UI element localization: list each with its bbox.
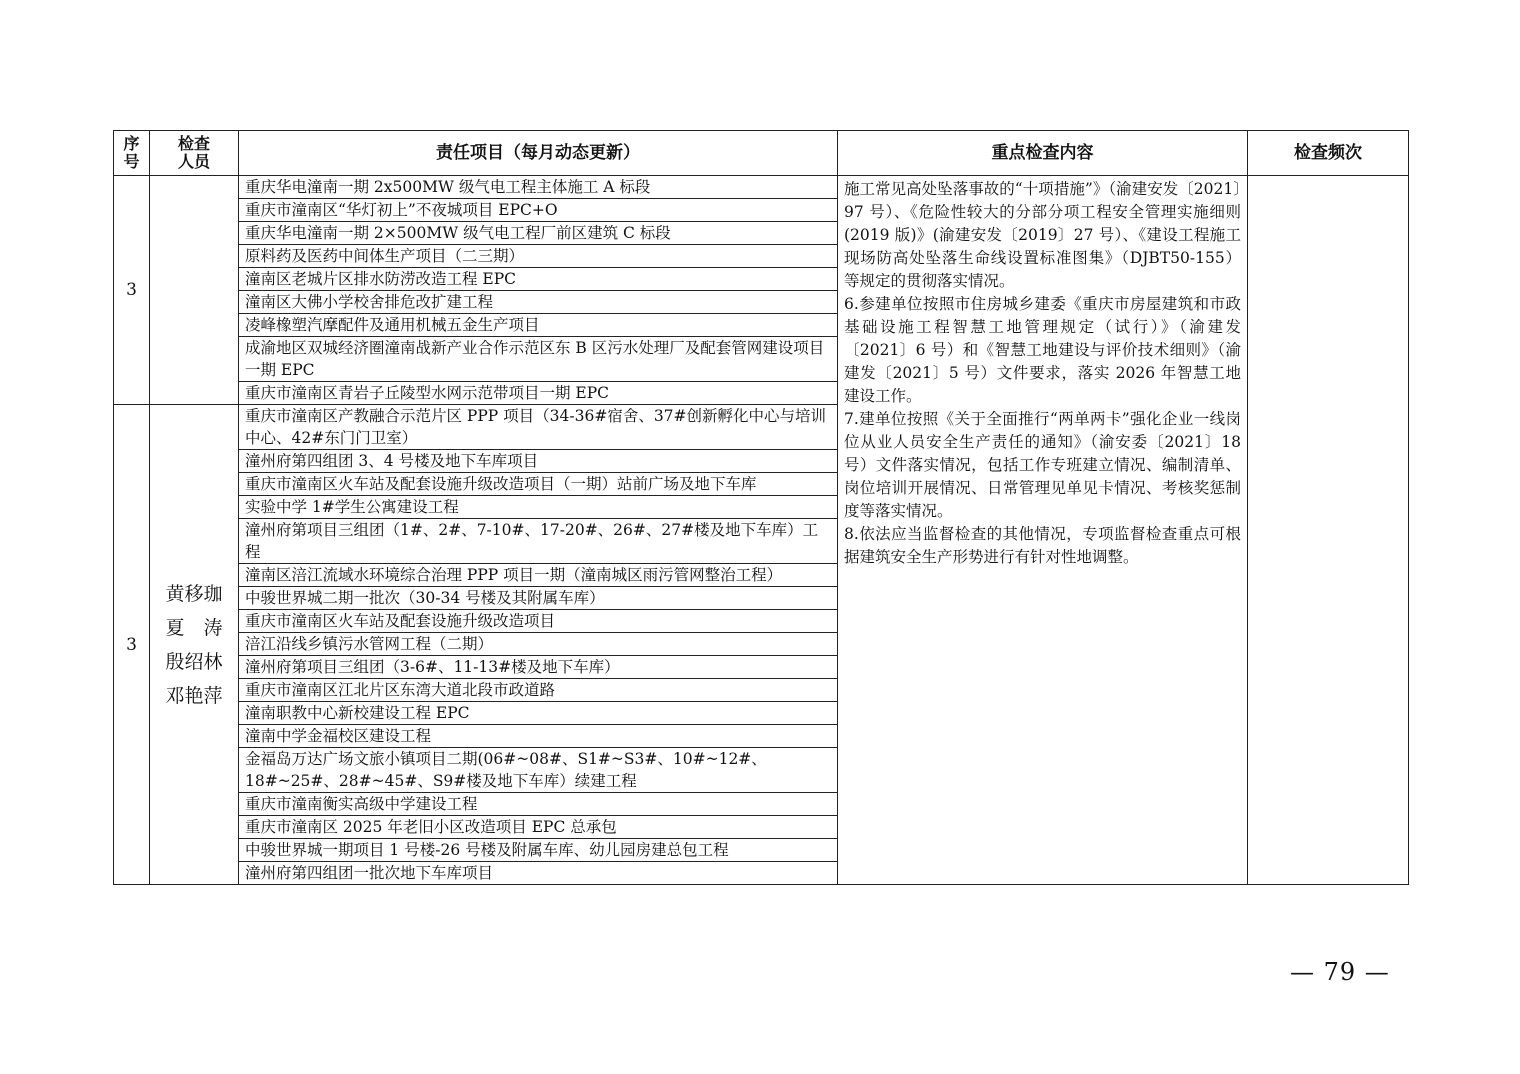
project-item: 重庆市潼南区青岩子丘陵型水网示范带项目一期 EPC (245, 384, 610, 402)
project-item: 潼州府第四组团 3、4 号楼及地下车库项目 (245, 452, 539, 470)
project-item: 潼南中学金福校区建设工程 (245, 727, 432, 745)
project-cell (239, 405, 838, 450)
project-item: 潼州府第四组团一批次地下车库项目 (245, 864, 494, 882)
project-item: 成渝地区双城经济圈潼南战新产业合作示范区东 B 区污水处理厂及配套管网建设项目一期 EPC (245, 339, 825, 379)
project-cell (239, 587, 838, 610)
project-cell (239, 679, 838, 702)
content-paragraph: 施工常见高处坠落事故的“十项措施”》（渝建安发〔2021〕97 号）、《危险性较大的分部分项工程安全管理实施细则(2019 版)》(渝建安发〔2019〕27 号）、《建设工程施工现场防高处坠落生命线设置标准图集》（DJBT50-155）等规定的贯彻落实情况。 (844, 180, 1241, 290)
project-item: 重庆市潼南区 2025 年老旧小区改造项目 EPC 总承包 (245, 818, 617, 836)
project-cell (239, 199, 838, 222)
project-item: 潼南职教中心新校建设工程 EPC (245, 704, 470, 722)
project-cell (239, 450, 838, 473)
table-body (114, 176, 1409, 885)
header-no: 序 号 (114, 131, 150, 176)
project-cell (239, 473, 838, 496)
project-cell (239, 314, 838, 337)
project-item: 中骏世界城二期一批次（30-34 号楼及其附属车库） (245, 589, 605, 607)
inspector-name: 殷绍林 (165, 650, 223, 673)
project-cell (239, 382, 838, 405)
inspector-name: 邓艳萍 (165, 684, 223, 707)
header-content: 重点检查内容 (838, 131, 1248, 176)
project-item: 金福岛万达广场文旅小镇项目二期(06#~08#、S1#~S3#、10#~12#、18#~25#、28#~45#、S9#楼及地下车库）续建工程 (245, 750, 767, 790)
project-item: 潼州府第项目三组团（3-6#、11-13#楼及地下车库） (245, 658, 620, 676)
project-item: 原料药及医药中间体生产项目（二三期） (245, 247, 525, 265)
header-people: 检查 人员 (150, 131, 239, 176)
project-item: 凌峰橡塑汽摩配件及通用机械五金生产项目 (245, 316, 540, 334)
header-project: 责任项目（每月动态更新） (239, 131, 838, 176)
project-cell (239, 268, 838, 291)
content-cell (838, 176, 1248, 885)
project-cell (239, 222, 838, 245)
header-row (114, 131, 1409, 176)
project-cell (239, 564, 838, 587)
project-item: 潼南区老城片区排水防涝改造工程 EPC (245, 270, 517, 288)
content-paragraph: 8.依法应当监督检查的其他情况，专项监督检查重点可根据建筑安全生产形势进行有针对性地调整。 (844, 525, 1241, 566)
project-cell (239, 496, 838, 519)
project-item: 重庆市潼南区江北片区东湾大道北段市政道路 (245, 681, 556, 699)
content-paragraph: 7.建单位按照《关于全面推行“两单两卡”强化企业一线岗位从业人员安全生产责任的通知》（渝安委〔2021〕18 号）文件落实情况，包括工作专班建立情况、编制清单、岗位培训开展情况、日常管理见单见卡情况、考核奖惩制度等落实情况。 (844, 410, 1241, 520)
project-item: 潼州府第项目三组团（1#、2#、7-10#、17-20#、26#、27#楼及地下车库）工程 (245, 521, 819, 561)
project-item: 潼南区涪江流域水环境综合治理 PPP 项目一期（潼南城区雨污管网整治工程） (245, 566, 783, 584)
inspector-name: 黄移珈 (165, 582, 223, 605)
project-cell (239, 839, 838, 862)
project-item: 中骏世界城一期项目 1 号楼-26 号楼及附属车库、幼儿园房建总包工程 (245, 841, 729, 859)
project-cell (239, 793, 838, 816)
project-cell (239, 816, 838, 839)
project-item: 实验中学 1#学生公寓建设工程 (245, 498, 459, 516)
row-no: 3 (114, 176, 150, 405)
project-item: 重庆市潼南区火车站及配套设施升级改造项目 (245, 612, 556, 630)
page-number: — 79 — (1290, 958, 1390, 986)
project-cell (239, 519, 838, 564)
inspector-names (150, 405, 239, 885)
project-item: 重庆市潼南衡实高级中学建设工程 (245, 795, 478, 813)
project-cell (239, 610, 838, 633)
project-item: 重庆市潼南区产教融合示范片区 PPP 项目（34-36#宿舍、37#创新孵化中心与培训中心、42#东门门卫室） (245, 407, 827, 447)
project-cell (239, 176, 838, 199)
project-cell (239, 291, 838, 314)
freq-cell (1248, 176, 1409, 885)
inspection-table (113, 130, 1409, 885)
project-item: 重庆市潼南区“华灯初上”不夜城项目 EPC+O (245, 201, 558, 219)
project-cell (239, 748, 838, 793)
project-item: 潼南区大佛小学校舍排危改扩建工程 (245, 293, 494, 311)
project-item: 重庆市潼南区火车站及配套设施升级改造项目（一期）站前广场及地下车库 (245, 475, 757, 493)
inspector-name: 夏 涛 (165, 616, 223, 639)
project-cell (239, 245, 838, 268)
header-freq: 检查频次 (1248, 131, 1409, 176)
project-cell (239, 337, 838, 382)
row-people-empty (150, 176, 239, 405)
project-item: 重庆华电潼南一期 2x500MW 级气电工程主体施工 A 标段 (245, 178, 651, 196)
project-item: 涪江沿线乡镇污水管网工程（二期） (245, 635, 494, 653)
project-cell (239, 702, 838, 725)
table-row (114, 176, 1409, 199)
project-cell (239, 862, 838, 885)
project-item: 重庆华电潼南一期 2×500MW 级气电工程厂前区建筑 C 标段 (245, 224, 671, 242)
project-cell (239, 656, 838, 679)
row-no: 3 (114, 405, 150, 885)
project-cell (239, 633, 838, 656)
project-cell (239, 725, 838, 748)
content-paragraph: 6.参建单位按照市住房城乡建委《重庆市房屋建筑和市政基础设施工程智慧工地管理规定（试行）》（渝建发〔2021〕6 号）和《智慧工地建设与评价技术细则》（渝建发〔2021〕5 号）文件要求，落实 2026 年智慧工地建设工作。 (844, 295, 1241, 405)
